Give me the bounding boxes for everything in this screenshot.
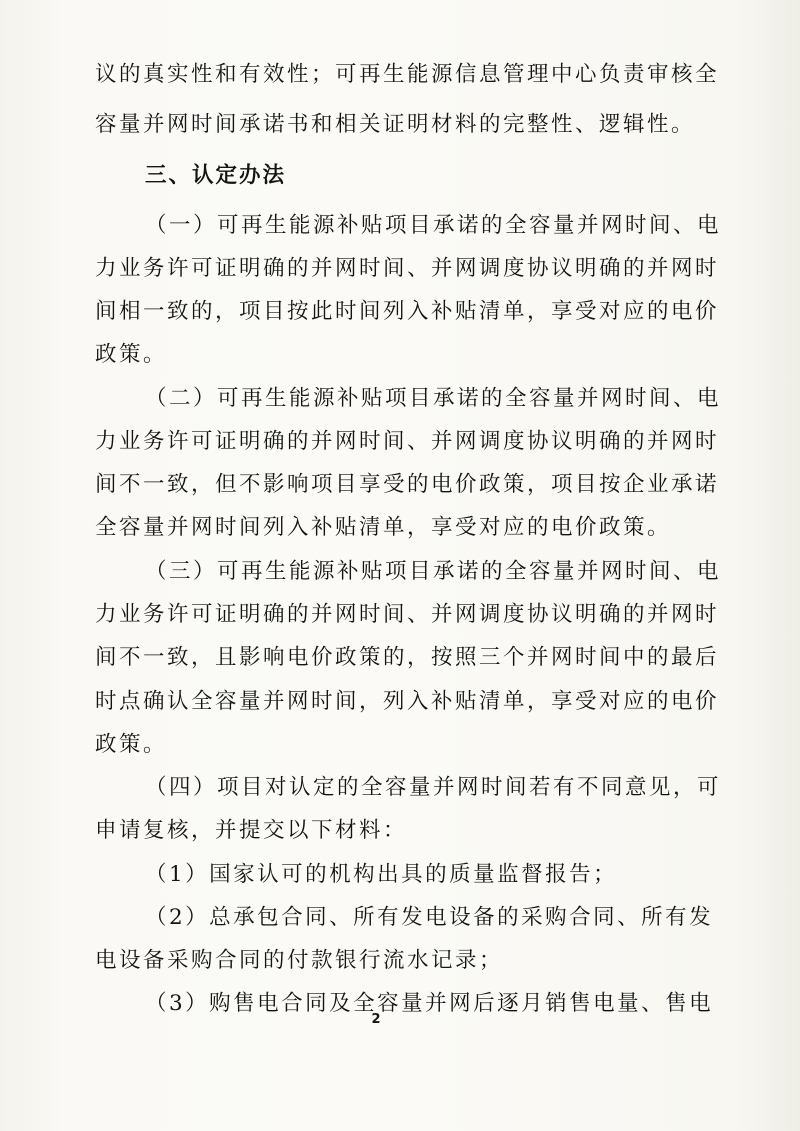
text-line: 间不一致，且影响电价政策的，按照三个并网时间中的最后 — [95, 645, 720, 670]
text-line: 政策。 — [95, 732, 168, 757]
text-line: 电设备采购合同的付款银行流水记录； — [95, 948, 504, 973]
text-line: 力业务许可证明确的并网时间、并网调度协议明确的并网时 — [95, 256, 720, 281]
list-item: （2）总承包合同、所有发电设备的采购合同、所有发 — [145, 905, 714, 930]
text-line: 力业务许可证明确的并网时间、并网调度协议明确的并网时 — [95, 429, 720, 454]
text-line: 全容量并网时间列入补贴清单，享受对应的电价政策。 — [95, 515, 672, 540]
text-line: （四）项目对认定的全容量并网时间若有不同意见，可 — [145, 775, 722, 800]
text-line: 议的真实性和有效性；可再生能源信息管理中心负责审核全 — [95, 62, 720, 87]
list-item: （3）购售电合同及全容量并网后逐月销售电量、售电 — [145, 991, 714, 1016]
text-line: 间不一致，但不影响项目享受的电价政策，项目按企业承诺 — [95, 472, 720, 497]
section-heading: 三、认定办法 — [145, 163, 287, 188]
text-line: 间相一致的，项目按此时间列入补贴清单，享受对应的电价 — [95, 299, 720, 324]
page-number: 2 — [371, 1012, 381, 1027]
text-line: 容量并网时间承诺书和相关证明材料的完整性、逻辑性。 — [95, 112, 696, 137]
text-line: （一）可再生能源补贴项目承诺的全容量并网时间、电 — [145, 213, 722, 238]
text-line: 时点确认全容量并网时间，列入补贴清单，享受对应的电价 — [95, 689, 720, 714]
text-line: （二）可再生能源补贴项目承诺的全容量并网时间、电 — [145, 386, 722, 411]
text-line: （三）可再生能源补贴项目承诺的全容量并网时间、电 — [145, 559, 722, 584]
text-line: 政策。 — [95, 342, 168, 367]
text-line: 申请复核，并提交以下材料： — [95, 818, 408, 843]
list-item: （1）国家认可的机构出具的质量监督报告； — [145, 862, 618, 887]
text-line: 力业务许可证明确的并网时间、并网调度协议明确的并网时 — [95, 602, 720, 627]
